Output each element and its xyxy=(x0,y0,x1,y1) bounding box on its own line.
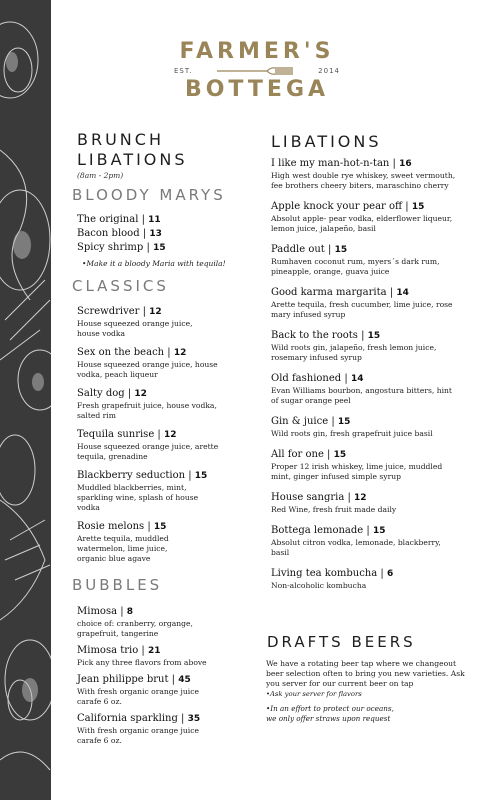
item-name: Salty dog xyxy=(77,388,125,399)
item-price: 14 xyxy=(350,374,364,384)
item-price: 15 xyxy=(153,522,167,532)
item-name: House sangria xyxy=(271,492,345,503)
item-description: Muddled blackberries, mint, xyxy=(77,483,187,492)
menu-item xyxy=(77,605,262,639)
item-name: Gin & juice xyxy=(271,416,329,427)
item-name: The original xyxy=(77,214,139,225)
item-price: 13 xyxy=(149,229,162,239)
item-name: California sparkling xyxy=(77,713,178,724)
price-separator: | xyxy=(177,713,188,724)
item-name-row xyxy=(271,524,476,538)
item-name-row xyxy=(271,567,476,581)
item-description: organic blue agave xyxy=(77,554,151,563)
item-name-row xyxy=(77,346,262,360)
item-description: tequila, grenadine xyxy=(77,452,148,461)
item-name: Bottega lemonade xyxy=(271,525,364,536)
straws-note: we only offer straws upon request xyxy=(266,714,391,723)
left-column xyxy=(77,130,257,180)
item-name: Spicy shrimp xyxy=(77,242,144,253)
item-description: watermelon, lime juice, xyxy=(77,544,168,553)
item-name-row xyxy=(77,387,262,401)
logo-line1: FARMER'S xyxy=(179,39,335,64)
menu-item xyxy=(271,286,476,320)
price-separator: | xyxy=(185,470,195,481)
item-description: salted rim xyxy=(77,411,116,420)
brunch-hours: (8am - 2pm) xyxy=(77,171,124,180)
bloody-marys-title: BLOODY MARYS xyxy=(72,186,226,204)
menu-item xyxy=(271,243,476,277)
drafts-title: DRAFTS BEERS xyxy=(267,633,416,651)
price-separator: | xyxy=(139,228,150,239)
item-description: rosemary infused syrup xyxy=(271,353,362,362)
price-separator: | xyxy=(389,158,400,169)
item-description: mary infused syrup xyxy=(271,310,346,319)
fork-icon xyxy=(215,66,295,76)
item-price: 15 xyxy=(194,471,208,481)
menu-item xyxy=(271,448,476,482)
drafts-note-flavors: •Ask your server for flavors xyxy=(266,690,362,698)
item-price: 15 xyxy=(153,243,166,253)
item-price: 45 xyxy=(178,675,191,685)
item-name-row xyxy=(77,520,262,534)
item-name-row xyxy=(271,243,476,257)
item-description: grapefruit, tangerine xyxy=(77,629,159,638)
price-separator: | xyxy=(164,347,174,358)
item-description: Non-alcoholic kombucha xyxy=(271,581,367,590)
item-name: Bacon blood xyxy=(77,228,140,239)
item-price: 15 xyxy=(334,245,348,255)
item-description: Arette tequila, fresh cucumber, lime juice, rose xyxy=(271,300,453,309)
item-description: of sugar orange peel xyxy=(271,396,351,405)
menu-item xyxy=(271,415,476,439)
logo-year: 2014 xyxy=(318,67,340,75)
item-name-row xyxy=(271,286,476,300)
item-description: sparkling wine, splash of house xyxy=(77,493,199,502)
bloody-marys-section xyxy=(72,186,262,268)
item-name: Apple knock your pear off xyxy=(271,201,403,212)
item-name-row xyxy=(77,213,262,227)
item-description: Pick any three flavors from above xyxy=(77,658,207,667)
item-name: Good karma margarita xyxy=(271,287,387,298)
item-name: Blackberry seduction xyxy=(77,470,186,481)
item-name-row xyxy=(77,469,262,483)
item-name-row xyxy=(77,227,262,241)
menu-item xyxy=(77,227,262,241)
menu-item xyxy=(77,712,262,746)
item-price: 15 xyxy=(367,331,381,341)
price-separator: | xyxy=(386,287,397,298)
menu-item xyxy=(77,305,262,339)
price-separator: | xyxy=(377,568,387,579)
item-price: 11 xyxy=(148,215,161,225)
item-description: lemon juice, jalapeño, basil xyxy=(271,224,376,233)
item-description: vodka, peach liqueur xyxy=(77,370,158,379)
price-separator: | xyxy=(357,330,368,341)
item-price: 21 xyxy=(147,646,161,656)
menu-item xyxy=(77,213,262,227)
item-price: 12 xyxy=(163,430,177,440)
item-description: Fresh grapefruit juice, house vodka, xyxy=(77,401,217,410)
item-description: basil xyxy=(271,548,290,557)
price-separator: | xyxy=(363,525,373,536)
bloody-marys-note: •Make it a bloody Maria with tequila! xyxy=(82,259,226,268)
item-name-row xyxy=(271,200,476,214)
item-description: choice of: cranberry, organge, xyxy=(77,619,193,628)
drafts-description: beer selection often to bring you new varieties. Ask xyxy=(266,669,465,678)
item-description: Wild roots gin, jalapeño, fresh lemon juice, xyxy=(271,343,437,352)
price-separator: | xyxy=(324,244,335,255)
item-description: House squeezed orange juice, house xyxy=(77,360,218,369)
item-name-row xyxy=(271,157,476,171)
menu-item xyxy=(271,329,476,363)
item-description: vodka xyxy=(77,503,100,512)
botanical-illustration-strip xyxy=(0,0,51,800)
brunch-title-line2: LIBATIONS xyxy=(77,150,188,169)
item-name-row xyxy=(77,428,262,442)
price-separator: | xyxy=(144,521,154,532)
item-description: carafe 6 oz. xyxy=(77,736,122,745)
menu-item xyxy=(77,241,262,255)
item-name: Back to the roots xyxy=(271,330,358,341)
price-separator: | xyxy=(168,674,179,685)
menu-item xyxy=(77,673,262,707)
logo-established xyxy=(172,64,342,78)
logo-line2: BOTTEGA xyxy=(184,77,330,102)
item-description: Red Wine, fresh fruit made daily xyxy=(271,505,397,514)
item-description: pineapple, orange, guava juice xyxy=(271,267,390,276)
item-description: With fresh organic orange juice xyxy=(77,687,199,696)
menu-item xyxy=(77,428,262,462)
menu-item xyxy=(271,372,476,406)
bubbles-title: BUBBLES xyxy=(72,576,163,594)
price-separator: | xyxy=(402,201,412,212)
sketch-art xyxy=(0,0,51,800)
item-name-row xyxy=(77,712,262,726)
price-separator: | xyxy=(139,306,150,317)
price-separator: | xyxy=(323,449,334,460)
item-price: 14 xyxy=(396,288,409,298)
bubbles-section xyxy=(72,576,262,746)
menu-item xyxy=(77,644,262,668)
menu-item xyxy=(271,524,476,558)
item-price: 12 xyxy=(354,493,367,503)
price-separator: | xyxy=(138,214,149,225)
libations-title: LIBATIONS xyxy=(271,132,382,151)
menu-item xyxy=(77,346,262,380)
item-description: Rumhaven coconut rum, myers´s dark rum, xyxy=(271,257,440,266)
item-description: house vodka xyxy=(77,329,126,338)
item-price: 15 xyxy=(372,526,386,536)
item-description: High west double rye whiskey, sweet vermouth, xyxy=(271,171,456,180)
item-name-row xyxy=(77,605,262,619)
item-description: fee brothers cheery biters, maraschino cherry xyxy=(271,181,449,190)
menu-item xyxy=(271,491,476,515)
item-price: 8 xyxy=(126,607,134,617)
price-separator: | xyxy=(154,429,164,440)
item-price: 6 xyxy=(386,569,394,579)
price-separator: | xyxy=(117,606,127,617)
drafts-description: We have a rotating beer tap where we changeout xyxy=(266,659,457,668)
menu-item xyxy=(77,469,262,513)
item-name-row xyxy=(271,329,476,343)
item-description: Absolut citron vodka, lemonade, blackberry, xyxy=(271,538,441,547)
price-separator: | xyxy=(328,416,338,427)
item-price: 16 xyxy=(399,159,412,169)
item-name-row xyxy=(271,448,476,462)
item-name: Sex on the beach xyxy=(77,347,165,358)
item-description: Arette tequila, muddled xyxy=(77,534,169,543)
item-price: 12 xyxy=(134,389,147,399)
item-name: Jean philippe brut xyxy=(77,674,169,685)
item-name: Old fashioned xyxy=(271,373,342,384)
price-separator: | xyxy=(341,373,351,384)
item-name: Mimosa xyxy=(77,606,118,617)
libations-section xyxy=(271,132,476,591)
item-name: Mimosa trio xyxy=(77,645,139,656)
item-name: Tequila sunrise xyxy=(77,429,155,440)
menu-item xyxy=(77,520,262,564)
brunch-title-line1: BRUNCH xyxy=(77,130,164,149)
menu-item xyxy=(271,157,476,191)
menu-item xyxy=(271,567,476,591)
item-name-row xyxy=(271,491,476,505)
item-description: Wild roots gin, fresh grapefruit juice basil xyxy=(271,429,433,438)
item-price: 12 xyxy=(149,307,162,317)
item-price: 15 xyxy=(337,417,351,427)
drafts-section xyxy=(266,632,478,724)
item-description: carafe 6 oz. xyxy=(77,697,122,706)
item-name: All for one xyxy=(271,449,324,460)
price-separator: | xyxy=(124,388,135,399)
item-price: 12 xyxy=(173,348,187,358)
item-name-row xyxy=(77,673,262,687)
item-name: Screwdriver xyxy=(77,306,140,317)
item-name-row xyxy=(77,241,262,255)
price-separator: | xyxy=(344,492,355,503)
logo xyxy=(172,40,342,102)
item-description: Evan Williams bourbon, angostura bitters, hint xyxy=(271,386,452,395)
price-separator: | xyxy=(138,645,148,656)
item-name: Paddle out xyxy=(271,244,325,255)
item-description: Proper 12 irish whiskey, lime juice, muddled xyxy=(271,462,443,471)
item-description: House squeezed orange juice, arette xyxy=(77,442,219,451)
straws-note: •In an effort to protect our oceans, xyxy=(266,704,394,713)
drafts-description: you server for our current beer on tap xyxy=(266,679,414,688)
item-description: House squeezed orange juice, xyxy=(77,319,193,328)
item-price: 35 xyxy=(187,714,201,724)
classics-section xyxy=(72,277,262,564)
item-name-row xyxy=(271,372,476,386)
item-name: Rosie melons xyxy=(77,521,145,532)
menu-item xyxy=(271,200,476,234)
classics-title: CLASSICS xyxy=(72,277,169,295)
item-name: Living tea kombucha xyxy=(271,568,378,579)
item-price: 15 xyxy=(333,450,347,460)
logo-est: EST. xyxy=(174,67,193,75)
price-separator: | xyxy=(143,242,154,253)
item-description: mint, ginger infused simple syrup xyxy=(271,472,401,481)
item-name-row xyxy=(77,305,262,319)
item-price: 15 xyxy=(411,202,425,212)
item-name-row xyxy=(77,644,262,658)
item-name: I like my man-hot-n-tan xyxy=(271,158,390,169)
item-name-row xyxy=(271,415,476,429)
menu-item xyxy=(77,387,262,421)
item-description: Absolut apple- pear vodka, elderflower liqueur, xyxy=(271,214,453,223)
item-description: With fresh organic orange juice xyxy=(77,726,199,735)
